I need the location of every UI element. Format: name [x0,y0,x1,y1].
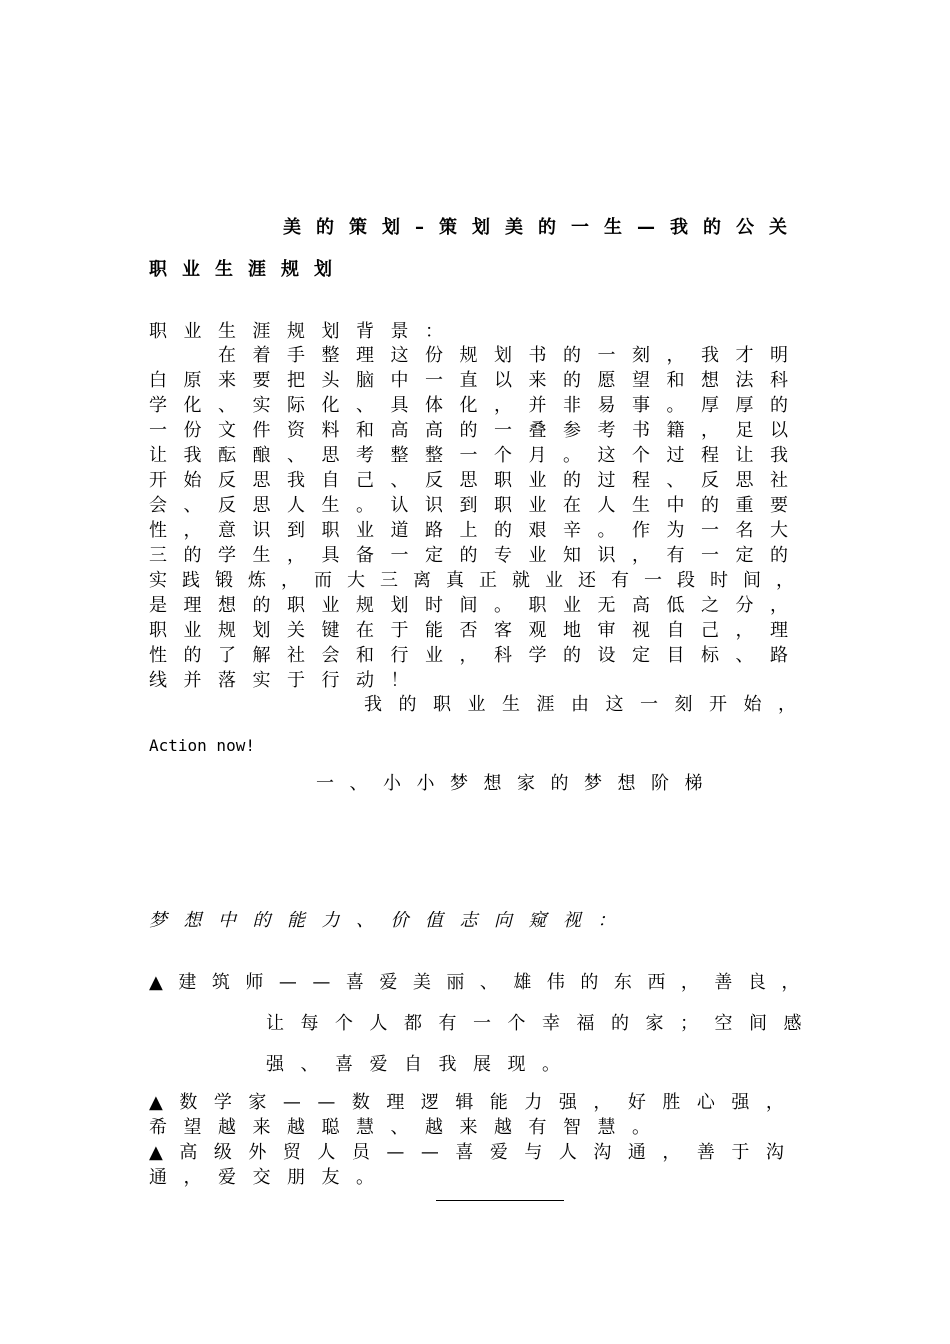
background-paragraph-line: 让我酝酿、思考整整一个月。这个过程让我 [149,445,805,466]
background-paragraph-line: 实践锻炼，而大三离真正就业还有一段时间， [149,570,809,591]
background-paragraph-line: 三的学生，具备一定的专业知识，有一定的 [149,545,805,566]
background-paragraph-line: 性的了解社会和行业，科学的设定目标、路 [149,645,805,666]
dream-item-line: ▲建筑师——喜爱美丽、雄伟的东西，善良， [149,972,815,993]
document-title-line-2: 职业生涯规划 [149,259,347,280]
background-paragraph-line: 线并落实于行动！ [149,670,425,691]
background-paragraph-line: 开始反思我自己、反思职业的过程、反思社 [149,470,805,491]
dream-item-line: ▲数学家——数理逻辑能力强，好胜心强， [149,1092,801,1113]
dream-heading: 梦想中的能力、价值志向窥视： [149,910,632,931]
background-paragraph-line: 一份文件资料和高高的一叠参考书籍，足以 [149,420,805,441]
document-title-line-1: 美的策划–策划美的一生—我的公关 [283,217,802,238]
background-closing-line: 我的职业生涯由这一刻开始， [364,694,813,715]
dream-item-line: 让每个人都有一个幸福的家；空间感 [266,1013,818,1034]
background-paragraph-line: 会、反思人生。认识到职业在人生中的重要 [149,495,805,516]
action-now-text: Action now! [149,736,255,755]
background-paragraph-line: 性，意识到职业道路上的艰辛。作为一名大 [149,520,805,541]
footer-rule [436,1200,564,1201]
dream-item-line: ▲高级外贸人员——喜爱与人沟通，善于沟 [149,1142,801,1163]
dream-item-line: 希望越来越聪慧、越来越有智慧。 [149,1117,667,1138]
background-paragraph-line: 职业规划关键在于能否客观地审视自己，理 [149,620,805,641]
dream-item-line: 强、喜爱自我展现。 [266,1054,577,1075]
section-heading: 一、小小梦想家的梦想阶梯 [316,773,718,794]
background-paragraph-line: 是理想的职业规划时间。职业无高低之分， [149,595,805,616]
background-heading: 职业生涯规划背景： [149,321,460,342]
background-paragraph-line: 学化、实际化、具体化，并非易事。厚厚的 [149,395,805,416]
background-paragraph-line: 在着手整理这份规划书的一刻，我才明 [218,345,805,366]
background-paragraph-line: 白原来要把头脑中一直以来的愿望和想法科 [149,370,805,391]
dream-item-line: 通，爱交朋友。 [149,1167,391,1188]
